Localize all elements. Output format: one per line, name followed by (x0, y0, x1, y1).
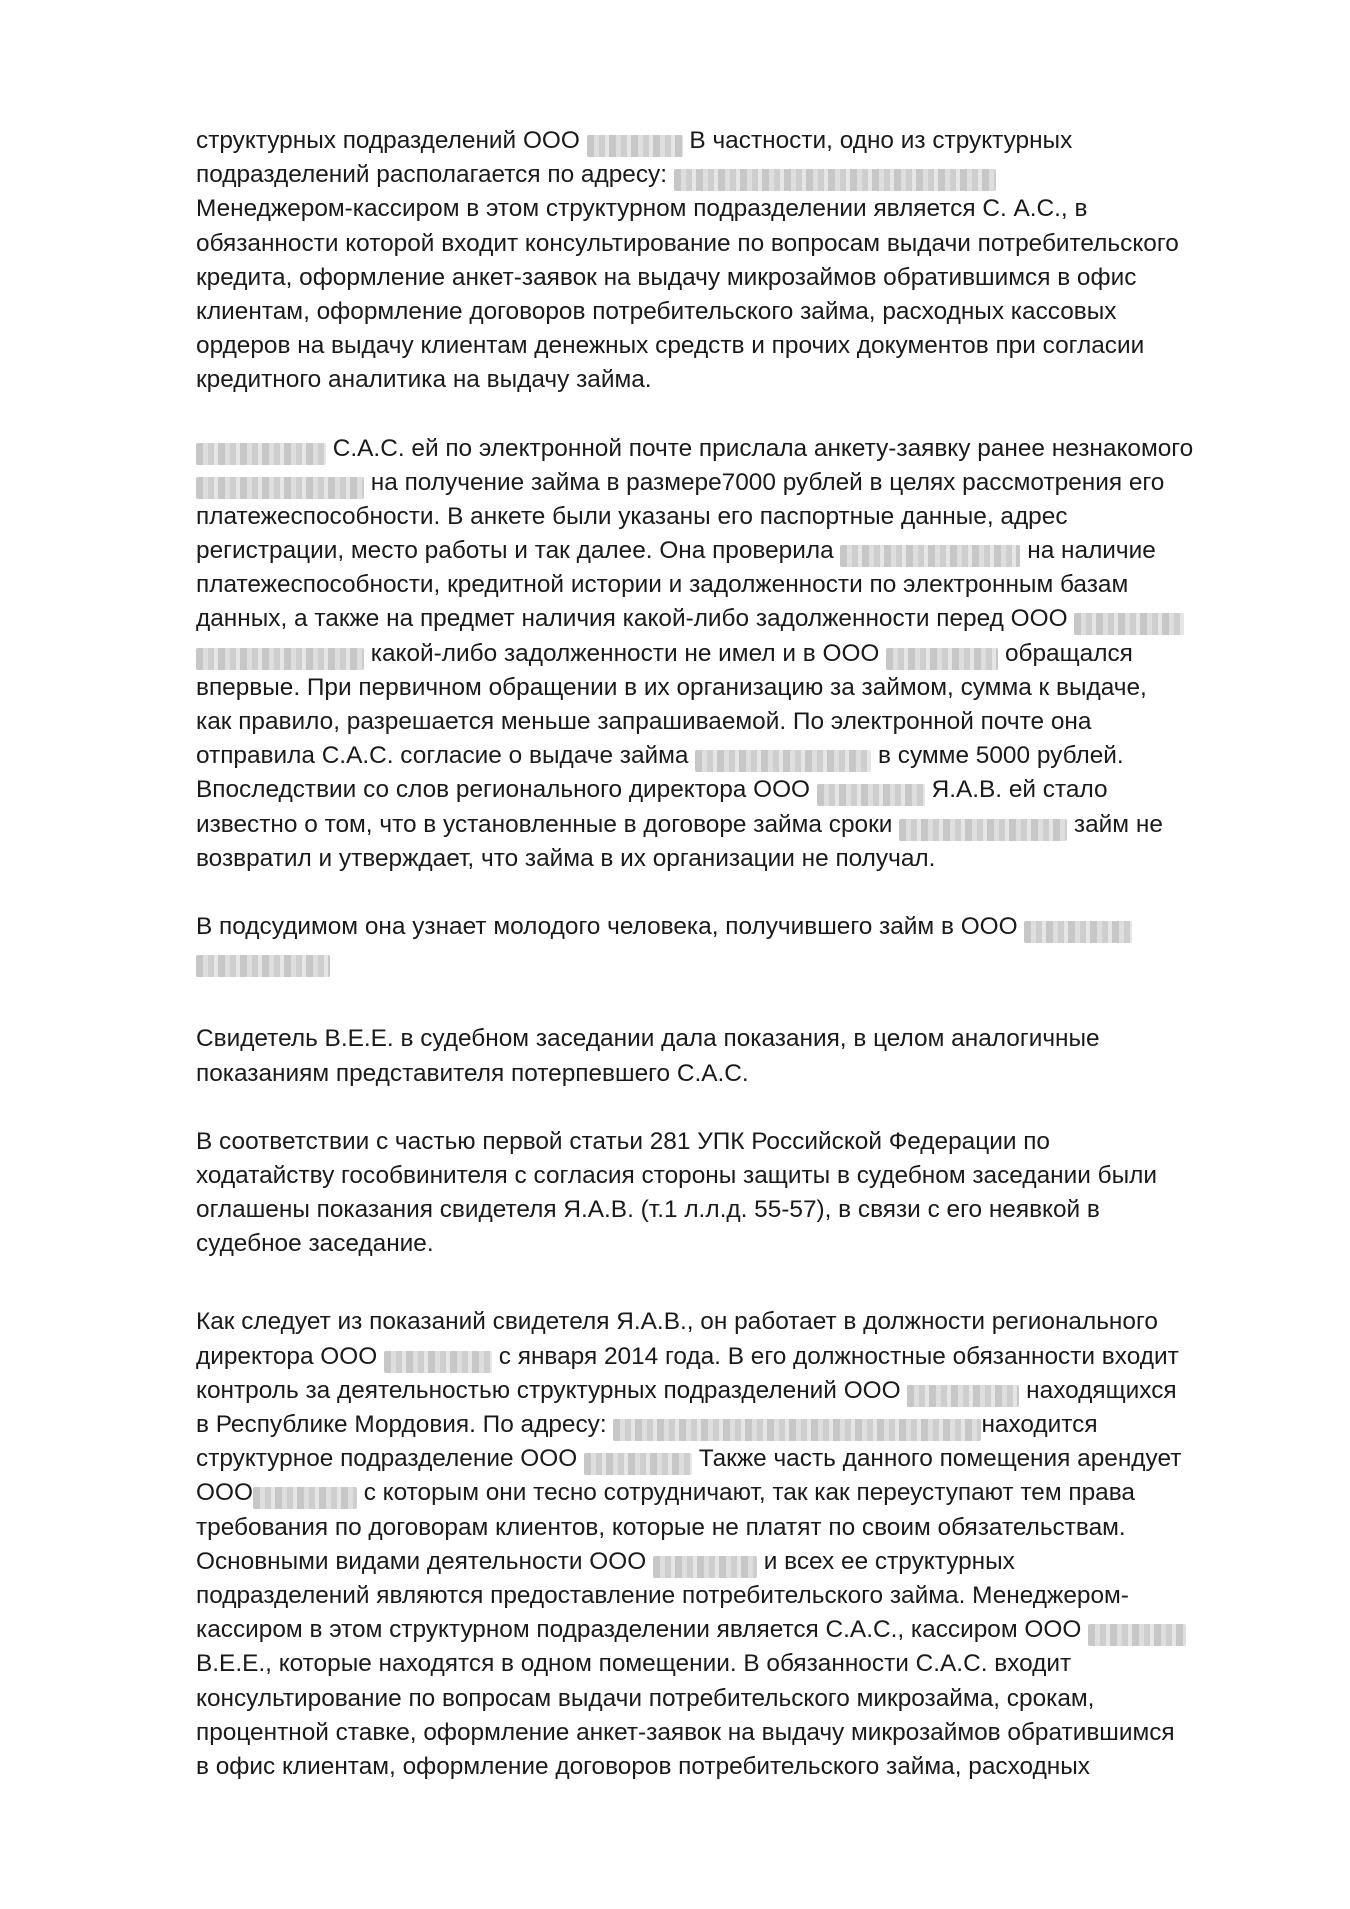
text-segment: в Республике Мордовия. По адресу: (196, 1411, 614, 1438)
text-line (196, 671, 1306, 705)
text-segment: известно о том, что в установленные в договоре займа сроки (196, 810, 900, 838)
text-segment: В частности, одно из структурных (682, 127, 1073, 154)
text-line (196, 1374, 1306, 1408)
text-segment: с которым они тесно сотрудничают, так как переуступают тем права (356, 1479, 1135, 1507)
redacted-text (817, 784, 925, 806)
redacted-text (840, 545, 1020, 567)
text-segment: подразделений располагается по адресу: (196, 161, 674, 189)
text-line (196, 1682, 1306, 1716)
text-segment: контроль за деятельностью структурных подразделений ООО (196, 1376, 908, 1404)
redacted-text (196, 955, 330, 977)
text-segment: ордеров на выдачу клиентам денежных средств и прочих документов при согласии (196, 332, 1145, 360)
text-segment: В подсудимом она узнает молодого человека, получившего займ в ООО (196, 912, 1025, 940)
text-segment: директора ООО (196, 1342, 384, 1370)
redacted-text (587, 135, 683, 157)
text-line (196, 500, 1306, 534)
text-segment: требования по договорам клиентов, которые не платят по своим обязательствам. (196, 1513, 1126, 1541)
text-line (196, 808, 1306, 842)
text-segment: кредита, оформление анкет-заявок на выдачу микрозаймов обратившимся в офис (196, 263, 1137, 291)
text-segment: обращался (998, 639, 1133, 667)
redacted-text (674, 169, 996, 191)
paragraph-5 (196, 1125, 1306, 1262)
redacted-text (886, 648, 998, 670)
text-line (196, 773, 1306, 807)
text-segment: показаниям представителя потерпевшего С.А.С. (196, 1059, 749, 1087)
text-segment: обязанности которой входит консультирование по вопросам выдачи потребительского (196, 229, 1179, 257)
redacted-text (907, 1385, 1019, 1407)
text-segment: регистрации, место работы и так далее. Она проверила (196, 537, 841, 565)
text-line (196, 432, 1306, 466)
text-segment: находящихся (1019, 1376, 1177, 1404)
text-line (196, 1511, 1306, 1545)
text-line (196, 295, 1306, 329)
text-line (196, 739, 1306, 773)
text-segment: Менеджером-кассиром в этом структурном подразделении является С. А.С., в (196, 195, 1088, 223)
text-line (196, 637, 1306, 671)
text-segment: возвратил и утверждает, что займа в их организации не получал. (196, 844, 936, 872)
paragraph-1 (196, 124, 1306, 398)
text-line (196, 1193, 1306, 1227)
paragraph-4 (196, 1022, 1306, 1090)
text-line (196, 842, 1306, 876)
paragraph-3 (196, 910, 1306, 978)
text-line (196, 1305, 1306, 1339)
text-segment: с января 2014 года. В его должностные обязанности входит (492, 1342, 1179, 1370)
text-line (196, 466, 1306, 500)
text-segment: подразделений являются предоставление потребительского займа. Менеджером- (196, 1581, 1129, 1609)
text-segment: в офис клиентам, оформление договоров потребительского займа, расходных (196, 1752, 1090, 1780)
text-line (196, 1476, 1306, 1510)
text-segment: впервые. При первичном обращении в их организацию за займом, сумма к выдаче, (196, 673, 1147, 701)
text-line (196, 1408, 1306, 1442)
text-line (196, 1022, 1306, 1056)
text-segment: отправила С.А.С. согласие о выдаче займа (196, 742, 696, 770)
redacted-text (196, 648, 364, 670)
paragraph-2 (196, 432, 1306, 876)
text-line (196, 261, 1306, 295)
redacted-text (253, 1487, 357, 1509)
text-line (196, 705, 1306, 739)
text-segment: С.А.С. ей по электронной почте прислала анкету-заявку ранее незнакомого (326, 434, 1194, 462)
text-segment: структурное подразделение ООО (196, 1445, 584, 1473)
text-segment: Впоследствии со слов регионального директора ООО (196, 776, 817, 804)
text-line (196, 124, 1306, 158)
text-line (196, 363, 1306, 397)
document-page (196, 124, 1306, 1818)
text-line (196, 1579, 1306, 1613)
redacted-text (584, 1453, 692, 1475)
text-segment: оглашены показания свидетеля Я.А.В. (т.1 л.л.д. 55-57), в связи с его неявкой в (196, 1196, 1100, 1224)
text-line (196, 1159, 1306, 1193)
text-segment: на получение займа в размере7000 рублей в целях рассмотрения его (364, 468, 1165, 496)
text-line (196, 910, 1306, 944)
text-line (196, 1613, 1306, 1647)
redacted-text (1074, 613, 1184, 635)
text-line (196, 1125, 1306, 1159)
text-segment: Также часть данного помещения арендует (692, 1445, 1182, 1473)
text-line (196, 1716, 1306, 1750)
redacted-text (899, 819, 1067, 841)
text-segment: Как следует из показаний свидетеля Я.А.В., он работает в должности регионального (196, 1308, 1158, 1336)
text-line (196, 944, 1306, 978)
text-line (196, 1057, 1306, 1091)
text-line (196, 227, 1306, 261)
text-segment: кассиром в этом структурном подразделении является С.А.С., кассиром ООО (196, 1616, 1089, 1644)
text-segment: клиентам, оформление договоров потребительского займа, расходных кассовых (196, 297, 1117, 325)
text-segment: консультирование по вопросам выдачи потребительского микрозайма, срокам, (196, 1684, 1095, 1712)
text-line (196, 602, 1306, 636)
redacted-text (384, 1351, 492, 1373)
text-segment: платежеспособности. В анкете были указаны его паспортные данные, адрес (196, 502, 1068, 530)
text-segment: процентной ставке, оформление анкет-заявок на выдачу микрозаймов обратившимся (196, 1718, 1175, 1746)
text-segment: ООО (196, 1479, 253, 1507)
text-segment: на наличие (1020, 537, 1156, 565)
text-line (196, 1750, 1306, 1784)
text-segment: структурных подразделений ООО (196, 127, 587, 154)
text-segment: платежеспособности, кредитной истории и задолженности по электронным базам (196, 571, 1129, 599)
text-segment: судебное заседание. (196, 1230, 434, 1258)
text-line (196, 1340, 1306, 1374)
text-line (196, 192, 1306, 226)
text-segment: Свидетель В.Е.Е. в судебном заседании дала показания, в целом аналогичные (196, 1025, 1100, 1053)
text-segment: находится (981, 1411, 1098, 1438)
text-segment: В.Е.Е., которые находятся в одном помещении. В обязанности С.А.С. входит (196, 1650, 1072, 1678)
text-segment: как правило, разрешается меньше запрашиваемой. По электронной почте она (196, 708, 1092, 735)
text-segment: В соответствии с частью первой статьи 281 УПК Российской Федерации по (196, 1127, 1050, 1155)
text-segment: и всех ее структурных (756, 1547, 1015, 1575)
redacted-text (1024, 921, 1132, 943)
redacted-text (613, 1419, 981, 1441)
redacted-text (695, 750, 871, 772)
text-segment: займ не (1067, 810, 1163, 838)
text-line (196, 1227, 1306, 1261)
text-line (196, 158, 1306, 192)
redacted-text (1088, 1624, 1186, 1646)
text-segment: кредитного аналитика на выдачу займа. (196, 366, 652, 394)
text-segment: ходатайству гособвинителя с согласия стороны защиты в судебном заседании были (196, 1161, 1157, 1189)
text-segment: в сумме 5000 рублей. (871, 742, 1124, 770)
redacted-text (653, 1556, 757, 1578)
redacted-text (196, 443, 326, 465)
text-line (196, 1442, 1306, 1476)
text-line (196, 1647, 1306, 1681)
redacted-text (196, 477, 364, 499)
text-line (196, 568, 1306, 602)
text-segment: Я.А.В. ей стало (924, 776, 1108, 804)
text-line (196, 329, 1306, 363)
text-segment: Основными видами деятельности ООО (196, 1547, 653, 1575)
paragraph-6 (196, 1305, 1306, 1784)
text-segment: какой-либо задолженности не имел и в ООО (364, 639, 887, 667)
text-line (196, 1545, 1306, 1579)
text-segment: данных, а также на предмет наличия какой-либо задолженности перед ООО (196, 605, 1075, 633)
text-line (196, 534, 1306, 568)
